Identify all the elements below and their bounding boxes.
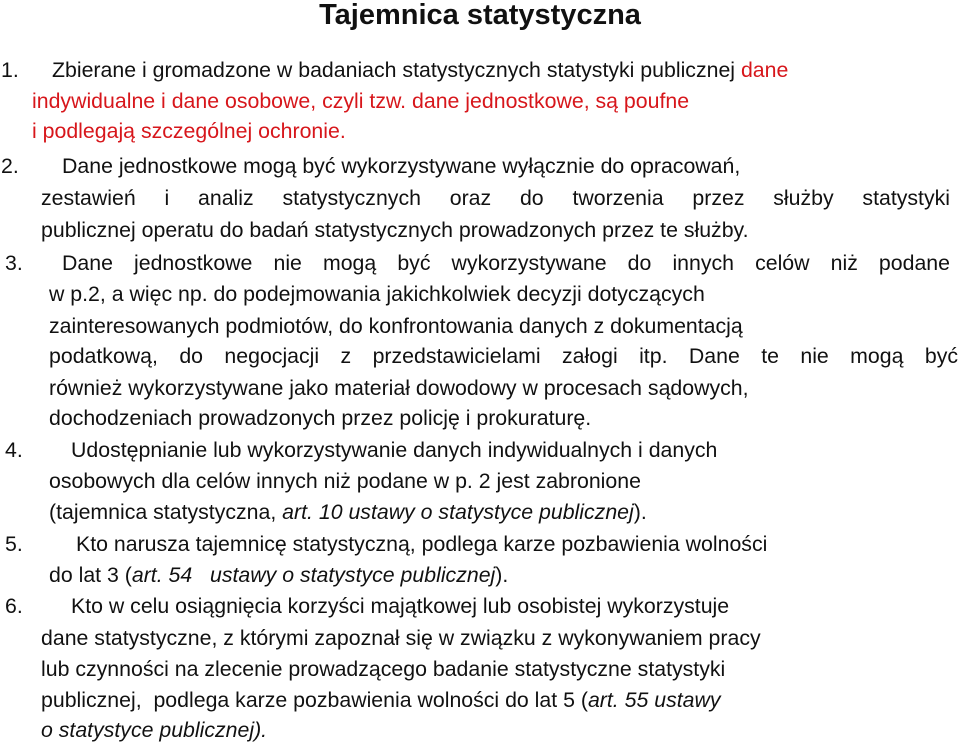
- item-text: lub czynności na zlecenie prowadzącego badanie statystyczne statystyki: [41, 657, 726, 681]
- page-title: Tajemnica statystyczna: [319, 0, 641, 31]
- list-item-line: [52, 57, 952, 84]
- item-text-highlight: indywidualne i dane osobowe, czyli tzw. dane jednostkowe, są poufne: [32, 89, 690, 113]
- item-number: 2.: [1, 154, 19, 178]
- item-text: ).: [495, 563, 509, 587]
- item-text: w p.2, a więc np. do podejmowania jakichkolwiek decyzji dotyczących: [49, 282, 705, 306]
- item-text: zestawień i analiz statystycznych oraz do tworzenia przez służby statystyki: [41, 186, 950, 210]
- item-text: publicznej operatu do badań statystycznych prowadzonych przez te służby.: [41, 218, 749, 242]
- item-text: Kto narusza tajemnicę statystyczną, podlega karze pozbawienia wolności: [76, 532, 768, 556]
- item-number: 4.: [5, 438, 23, 462]
- item-text: publicznej, podlega karze pozbawienia wolności do lat 5 (: [41, 688, 588, 712]
- list-item-line: [41, 687, 941, 714]
- item-text: do lat 3 (: [49, 563, 132, 587]
- item-number: 3.: [5, 251, 23, 275]
- law-reference: art. 55 ustawy: [587, 688, 721, 712]
- law-reference: art. 54 ustawy o statystyce publicznej: [131, 563, 496, 587]
- item-number: 1.: [1, 58, 19, 82]
- item-text-highlight: i podlegają szczególnej ochronie.: [32, 119, 346, 143]
- item-text: Zbierane i gromadzone w badaniach statystycznych statystyki publicznej: [52, 58, 741, 82]
- item-text: zainteresowanych podmiotów, do konfrontowania danych z dokumentacją: [49, 314, 743, 338]
- list-item-line: [49, 562, 949, 589]
- item-text: Udostępnianie lub wykorzystywanie danych indywidualnych i danych: [71, 438, 718, 462]
- item-number: 5.: [5, 532, 23, 556]
- law-reference: art. 10 ustawy o statystyce publicznej: [282, 500, 634, 524]
- item-number: 6.: [5, 594, 23, 618]
- item-text: Kto w celu osiągnięcia korzyści majątkowej lub osobistej wykorzystuje: [71, 594, 730, 618]
- law-reference: o statystyce publicznej).: [41, 718, 268, 742]
- item-text: (tajemnica statystyczna,: [49, 500, 283, 524]
- item-text: ).: [633, 500, 647, 524]
- item-text: osobowych dla celów innych niż podane w p. 2 jest zabronione: [49, 469, 641, 493]
- list-item-line: [49, 499, 949, 526]
- item-text: Dane jednostkowe mogą być wykorzystywane wyłącznie do opracowań,: [62, 154, 741, 178]
- item-text: dane statystyczne, z którymi zapoznał się w związku z wykonywaniem pracy: [41, 626, 761, 650]
- item-text-highlight: dane: [740, 58, 789, 82]
- item-text: podatkową, do negocjacji z przedstawicielami załogi itp. Dane te nie mogą być: [49, 344, 958, 368]
- item-text: również wykorzystywane jako materiał dowodowy w procesach sądowych,: [49, 376, 749, 400]
- item-text: dochodzeniach prowadzonych przez policję i prokuraturę.: [49, 406, 592, 430]
- item-text: Dane jednostkowe nie mogą być wykorzystywane do innych celów niż podane: [62, 251, 950, 275]
